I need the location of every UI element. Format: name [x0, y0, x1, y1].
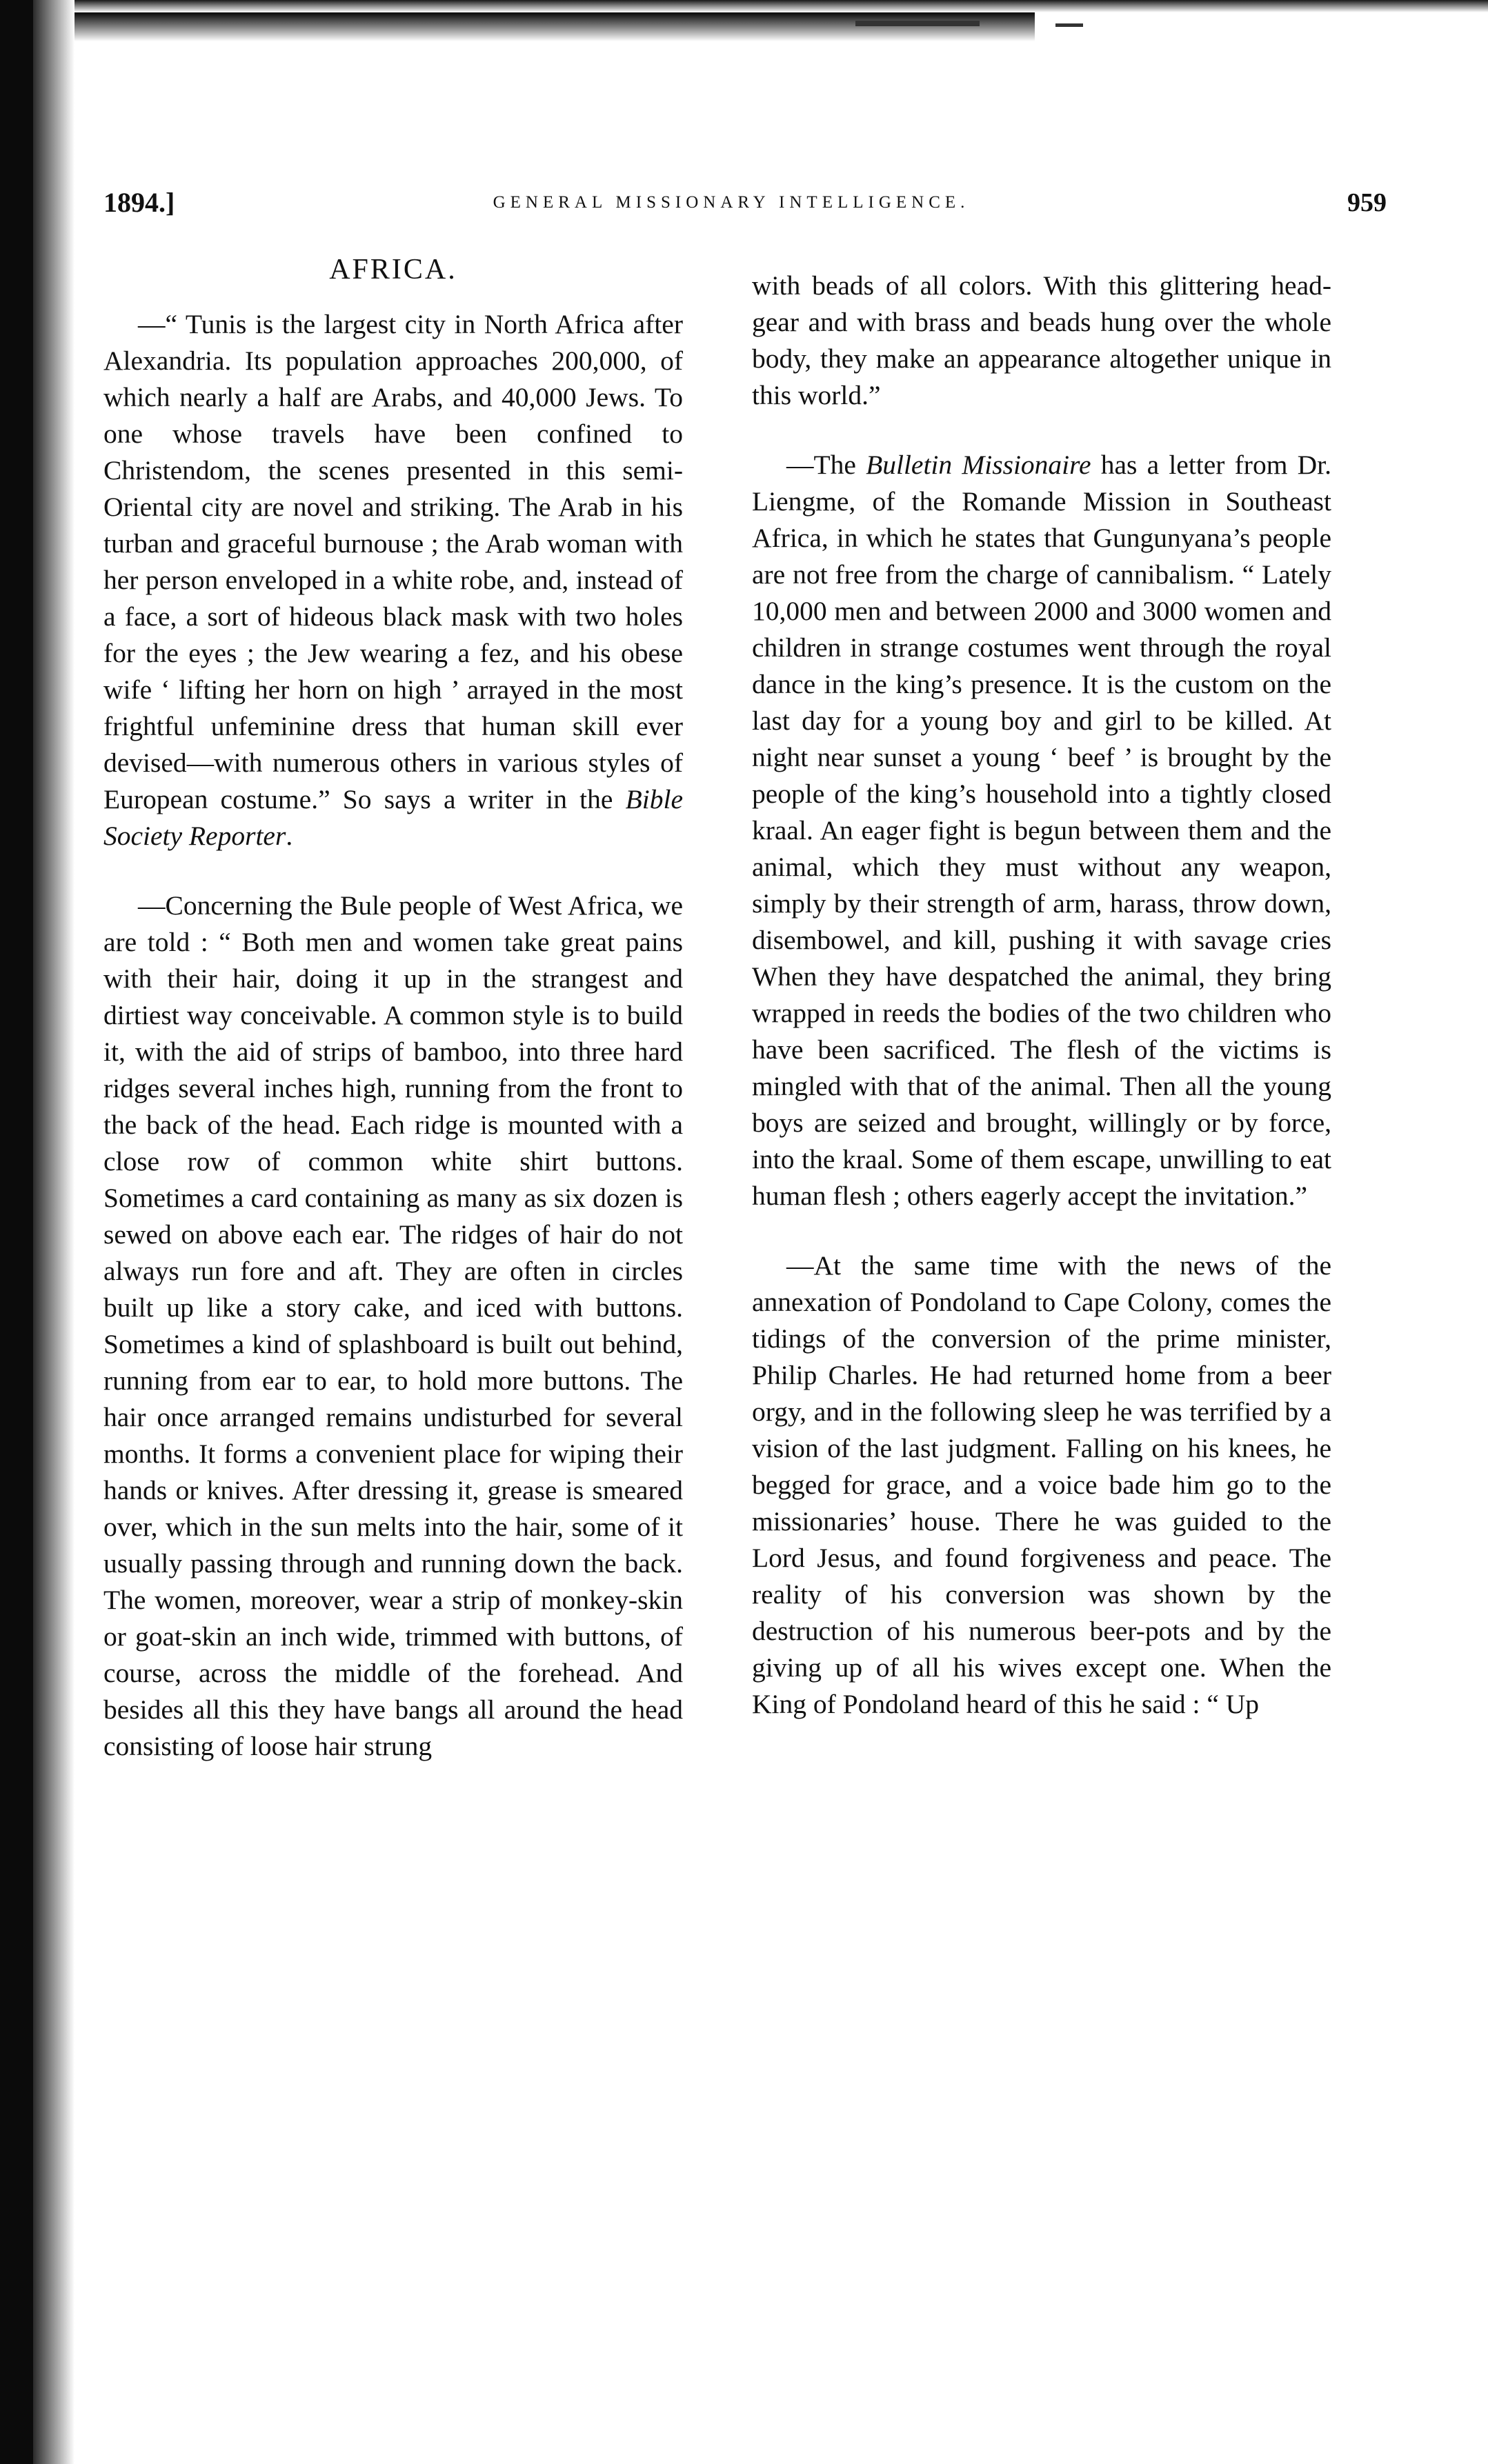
paragraph-bulletin-missionaire	[752, 447, 1331, 1214]
journal-page	[103, 186, 1387, 1761]
right-column	[752, 268, 1331, 1756]
paragraph-text: —“ Tunis is the largest city in North Africa after Alexandria. Its population approaches 200,000, of which nearly a half are Arabs, and 40,000 Jews. To one whose travels have been confined to Christendom, the scenes presented in this semi-Oriental city are novel and striking. The Arab in his turban and graceful burnouse ; the Arab woman with her person enveloped in a white robe, and, instead of a face, a sort of hideous black mask with two holes for the eyes ; the Jew wearing a fez, and his obese wife ‘ lifting her horn on high ’ arrayed in the most frightful unfeminine dress that human skill ever devised—with numerous others in various styles of European costume.” So says a writer in the	[103, 309, 683, 814]
paragraph-continued: with beads of all colors. With this glittering head-gear and with brass and beads hung over the whole body, they make an appearance altogether unique in this world.”	[752, 270, 1331, 410]
page-number: 959	[1347, 188, 1387, 217]
paragraph-text: has a letter from Dr. Liengme, of the Romande Mission in Southeast Africa, in which he states that Gungunyana’s people are not free from the charge of cannibalism. “ Lately 10,000 men and between 2000 and 3000 women and children in strange costumes went through the royal dance in the king’s presence. It is the custom on the last day for a young boy and girl to be killed. At night near sunset a young ‘ beef ’ is brought by the people of the king’s household into a tightly closed kraal. An eager fight is begun between them and the animal, which they must without any weapon, simply by their strength of arm, harass, throw down, disembowel, and kill, pushing it with savage cries When they have despatched the animal, they bring wrapped in reeds the bodies of the two children who have been sacrificed. The flesh of the victims is mingled with that of the animal. Then all the young boys are seized and brought, willingly or by force, into the kraal. Some of them escape, unwilling to eat human flesh ; others eagerly accept the invitation.”	[752, 450, 1331, 1211]
scan-artifact	[1055, 23, 1083, 27]
running-head	[103, 186, 1387, 234]
section-heading: AFRICA.	[329, 254, 457, 286]
paragraph-bule-people: —Concerning the Bule people of West Africa, we are told : “ Both men and women take great pains with their hair, doing it up in the strangest and dirtiest way conceivable. A common style is to build it, with the aid of strips of bamboo, into three hard ridges several inches high, running from the front to the back of the head. Each ridge is mounted with a close row of common white shirt buttons. Sometimes a card containing as many as six dozen is sewed on above each ear. The ridges of hair do not always run fore and aft. They are often in circles built up like a story cake, and iced with buttons. Sometimes a kind of splashboard is built out behind, running from ear to ear, to hold more buttons. The hair once arranged remains undisturbed for several months. It forms a convenient place for wiping their hands or knives. After dressing it, grease is smeared over, which in the sun melts into the hair, some of it usually passing through and running down the back. The women, moreover, wear a strip of monkey-skin or goat-skin an inch wide, trimmed with buttons, of course, across the middle of the forehead. And besides all this they have bangs all around the head consisting of loose hair strung	[103, 890, 683, 1761]
paragraph-pondoland: —At the same time with the news of the annexation of Pondoland to Cape Colony, comes the tidings of the conversion of the prime minister, Philip Charles. He had returned home from a beer orgy, and in the following sleep he was terrified by a vision of the last judgment. Falling on his knees, he begged for grace, and a voice bade him go to the missionaries’ house. There he was guided to the Lord Jesus, and found forgiveness and peace. The reality of his conversion was shown by the destruction of his numerous beer-pots and by the giving up of all his wives except one. When the King of Pondoland heard of this he said : “ Up	[752, 1250, 1331, 1719]
scan-binding-edge	[0, 0, 33, 2464]
left-column	[103, 252, 683, 1798]
paragraph-text: —The	[786, 450, 866, 480]
paragraph-text: .	[286, 821, 293, 851]
running-head-year: 1894.]	[103, 187, 175, 218]
paragraph-tunis	[103, 306, 683, 854]
publication-title: Bulletin Missionaire	[866, 450, 1091, 480]
scan-binding-shadow	[33, 0, 75, 2464]
scan-artifact	[855, 21, 980, 26]
running-head-title: GENERAL MISSIONARY INTELLIGENCE.	[493, 193, 970, 212]
publication-title: Bible Society Reporter	[103, 784, 683, 851]
scan-top-edge	[0, 0, 1488, 12]
